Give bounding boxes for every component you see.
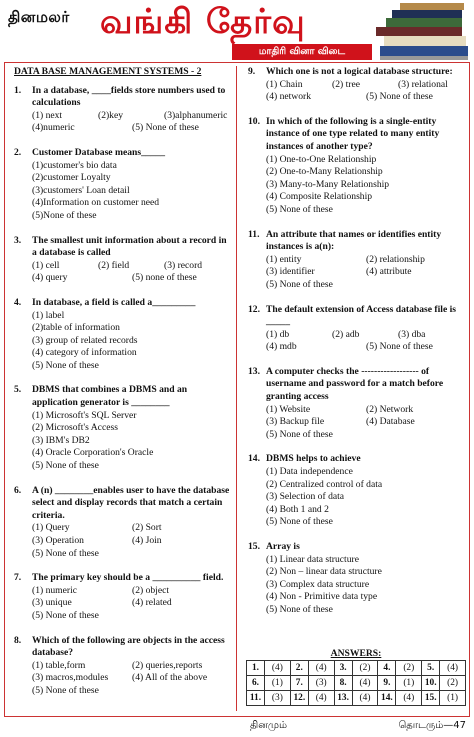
question-text: In which of the following is a single-entity instance of one type related to many entity instances of another type?: [266, 115, 440, 152]
option: (5) None of these: [366, 341, 433, 353]
option-line: [266, 554, 466, 567]
option-line: [32, 672, 232, 685]
question-text: In a database, ____fields store numbers used to calculations: [32, 84, 226, 109]
question-number: 10.: [248, 115, 260, 127]
option: (3) unique: [32, 597, 72, 609]
option-line: [32, 685, 232, 698]
left-questions: [14, 85, 232, 698]
option-line: [32, 172, 232, 185]
question-row: [14, 235, 232, 260]
question-text: The default extension of Access database file is _____: [266, 303, 457, 328]
question-text: Which one is not a logical database structure:: [266, 66, 453, 77]
question-text: The smallest unit information about a record in a database is called: [32, 234, 227, 259]
option-line: [266, 516, 466, 529]
answer-number: 10.: [422, 676, 440, 691]
option: (2) object: [132, 584, 170, 596]
question-text: DBMS helps to achieve: [266, 453, 361, 465]
option-line: [32, 310, 232, 323]
section-title: DATA BASE MANAGEMENT SYSTEMS - 2: [14, 66, 202, 77]
option-line: [32, 585, 232, 598]
option-line: [266, 329, 466, 342]
question-number: 7.: [14, 572, 22, 584]
option: (2)key: [98, 109, 124, 121]
option-line: [32, 535, 232, 548]
question-row: [248, 304, 466, 329]
option: (2) field: [98, 259, 130, 271]
option: (2) Non – linear data structure: [266, 566, 382, 578]
question-row: [248, 541, 466, 554]
answers-table: [246, 660, 466, 706]
options: [32, 260, 232, 285]
option: (3) IBM's DB2: [32, 434, 90, 446]
option-line: [32, 210, 232, 223]
option: (4) Join: [132, 535, 162, 546]
question-row: [248, 66, 466, 79]
option-line: [32, 260, 232, 273]
option: (1) cell: [32, 259, 60, 271]
option: (3)customers' Loan detail: [32, 184, 130, 196]
question-row: [248, 453, 466, 466]
options: [32, 660, 232, 698]
options: [32, 522, 232, 560]
question-row: [14, 85, 232, 110]
option: (5) None of these: [266, 203, 333, 215]
option: (5) none of these: [132, 272, 197, 284]
question-text: DBMS that combines a DBMS and an application generator is ________: [32, 384, 188, 409]
option-line: [32, 335, 232, 348]
option-line: [266, 504, 466, 517]
answer-number: 14.: [378, 691, 396, 706]
option-line: [266, 579, 466, 592]
answer-value: (2): [352, 661, 378, 676]
question-10: [248, 116, 466, 217]
option: (2) queries,reports: [132, 659, 203, 671]
option-line: [266, 404, 466, 417]
option: (4) Composite Relationship: [266, 191, 373, 203]
option: (1) entity: [266, 253, 302, 265]
option-line: [266, 466, 466, 479]
question-row: [14, 147, 232, 160]
option-line: [266, 479, 466, 492]
option: (3) macros,modules: [32, 672, 109, 684]
options: [266, 329, 466, 354]
option-line: [32, 410, 232, 423]
option: (5) None of these: [266, 516, 333, 528]
option: (3) record: [164, 259, 203, 271]
option-line: [266, 279, 466, 292]
question-text: A computer checks the ------------------ of username and password for a match before granting access: [266, 365, 444, 403]
option: (4) mdb: [266, 341, 297, 353]
question-number: 13.: [248, 365, 260, 377]
option: (5) None of these: [266, 278, 333, 290]
answers-box: [246, 648, 466, 706]
question-row: [14, 485, 232, 523]
option: (1) Chain: [266, 78, 303, 90]
answer-value: (3): [265, 691, 291, 706]
option: (4) Oracle Corporation's Oracle: [32, 447, 154, 459]
answer-number: 4.: [378, 661, 396, 676]
option: (1) Microsoft's SQL Server: [32, 409, 137, 421]
question-number: 14.: [248, 453, 260, 465]
question-text: The primary key should be a __________ field.: [32, 572, 224, 584]
question-number: 9.: [248, 66, 256, 77]
option-line: [266, 566, 466, 579]
question-4: [14, 297, 232, 373]
question-text: Array is: [266, 541, 300, 552]
option: (2) tree: [332, 78, 360, 90]
question-15: [248, 541, 466, 617]
question-text: A (n) ________enables user to have the database select and display records that match a certain criteria.: [32, 484, 230, 521]
footer: [250, 720, 466, 732]
question-1: [14, 85, 232, 135]
option-line: [266, 591, 466, 604]
question-number: 8.: [14, 634, 22, 646]
option: (1) numeric: [32, 584, 78, 596]
answer-value: (4): [396, 691, 422, 706]
option-line: [32, 197, 232, 210]
answer-value: (4): [265, 661, 291, 676]
option: (1) Data independence: [266, 466, 353, 478]
header-subtitle: மாதிரி வினா விடை: [232, 44, 372, 60]
option: (4) Database: [366, 416, 415, 428]
option: (2) One-to-Many Relationship: [266, 166, 383, 178]
answer-number: 12.: [290, 691, 308, 706]
option: (3) group of related records: [32, 334, 138, 346]
option: (5) None of these: [266, 603, 333, 615]
question-13: [248, 366, 466, 442]
option: (2) Microsoft's Access: [32, 422, 118, 434]
question-number: 3.: [14, 234, 22, 246]
options: [32, 110, 232, 135]
option: (2) adb: [332, 328, 360, 340]
option: (5) None of these: [32, 359, 99, 371]
question-row: [14, 572, 232, 585]
option-line: [32, 122, 232, 135]
question-8: [14, 635, 232, 698]
answer-value: (4): [308, 661, 334, 676]
option: (5) None of these: [366, 91, 433, 103]
option: (4)numeric: [32, 122, 75, 134]
footer-page: தொடரும்—47: [398, 720, 466, 731]
answer-number: 13.: [334, 691, 352, 706]
option-line: [32, 160, 232, 173]
question-text: Customer Database means_____: [32, 146, 166, 158]
question-number: 2.: [14, 146, 22, 158]
question-6: [14, 485, 232, 561]
left-column: [14, 66, 232, 710]
answer-number: 9.: [378, 676, 396, 691]
option-line: [32, 522, 232, 535]
answer-value: (1): [396, 676, 422, 691]
option-line: [266, 154, 466, 167]
option: (4) All of the above: [132, 672, 208, 684]
option: (1) table,form: [32, 659, 86, 671]
answers-row: [247, 676, 466, 691]
answers-title: ANSWERS:: [330, 648, 382, 659]
header: [4, 2, 470, 62]
option-line: [266, 191, 466, 204]
question-number: 1.: [14, 84, 22, 96]
option: (4) Both 1 and 2: [266, 503, 329, 515]
option-line: [266, 491, 466, 504]
answer-number: 2.: [290, 661, 308, 676]
option: (1) Linear data structure: [266, 553, 359, 565]
options: [266, 154, 466, 217]
option: (1) label: [32, 309, 65, 321]
question-number: 15.: [248, 541, 260, 552]
option: (1) next: [32, 109, 63, 121]
option-line: [32, 435, 232, 448]
options: [32, 585, 232, 623]
option-line: [32, 447, 232, 460]
answer-value: (2): [396, 661, 422, 676]
answer-value: (4): [440, 661, 466, 676]
question-number: 6.: [14, 484, 22, 496]
option: (2)table of information: [32, 322, 120, 334]
question-row: [14, 384, 232, 409]
option: (4)Information on customer need: [32, 197, 160, 209]
options: [266, 404, 466, 442]
question-row: [14, 635, 232, 660]
option-line: [32, 610, 232, 623]
option: (3) Complex data structure: [266, 578, 370, 590]
option: (1) Website: [266, 403, 311, 415]
answer-number: 8.: [334, 676, 352, 691]
options: [266, 554, 466, 617]
option-line: [266, 429, 466, 442]
header-title: வங்கி தேர்வு: [100, 2, 306, 42]
answer-value: (2): [440, 676, 466, 691]
answer-number: 6.: [247, 676, 265, 691]
option-line: [32, 110, 232, 123]
option-line: [266, 416, 466, 429]
option-line: [32, 597, 232, 610]
option: (1) db: [266, 328, 290, 340]
option-line: [32, 347, 232, 360]
option: (2) Sort: [132, 522, 162, 534]
options: [266, 466, 466, 529]
option: (3) dba: [398, 328, 426, 340]
option-line: [266, 254, 466, 267]
right-column: [248, 66, 466, 629]
answer-number: 15.: [422, 691, 440, 706]
option-line: [32, 422, 232, 435]
option-line: [266, 91, 466, 104]
option: (1)customer's bio data: [32, 159, 117, 171]
question-5: [14, 384, 232, 472]
options: [266, 254, 466, 292]
option: (2) Network: [366, 403, 414, 415]
question-row: [248, 229, 466, 254]
answer-value: (1): [265, 676, 291, 691]
books-stack-icon: [372, 2, 470, 62]
option-line: [32, 185, 232, 198]
answer-value: (3): [308, 676, 334, 691]
option: (4) Non - Primitive data type: [266, 591, 378, 603]
option: (5) None of these: [32, 684, 99, 696]
question-text: An attribute that names or identifies entity instances is a(n):: [266, 228, 442, 253]
options: [32, 410, 232, 473]
option: (5) None of these: [266, 428, 333, 440]
question-12: [248, 304, 466, 354]
option: (3) Selection of data: [266, 491, 345, 503]
option: (5) None of these: [32, 609, 99, 621]
option: (3)alphanumeric: [164, 109, 228, 121]
option-line: [266, 166, 466, 179]
option: (3) relational: [398, 78, 448, 90]
option: (1) One-to-One Relationship: [266, 153, 377, 165]
answer-number: 5.: [422, 661, 440, 676]
option: (4) query: [32, 272, 68, 284]
newspaper-logo: [8, 8, 70, 28]
question-number: 11.: [248, 228, 260, 240]
question-number: 4.: [14, 296, 22, 308]
option-line: [266, 341, 466, 354]
option-line: [32, 272, 232, 285]
option: (2)customer Loyalty: [32, 172, 111, 184]
question-number: 5.: [14, 384, 22, 396]
question-number: 12.: [248, 303, 260, 315]
footer-left: தினமும்: [250, 720, 288, 731]
option: (3) identifier: [266, 266, 315, 278]
option: (3) Operation: [32, 535, 84, 546]
answer-number: 7.: [290, 676, 308, 691]
option-line: [32, 548, 232, 561]
answers-row: [247, 661, 466, 676]
option: (5) None of these: [32, 460, 99, 472]
answer-number: 3.: [334, 661, 352, 676]
option-line: [32, 660, 232, 673]
option-line: [32, 360, 232, 373]
option: (4) attribute: [366, 266, 412, 278]
question-7: [14, 572, 232, 622]
option-line: [266, 79, 466, 92]
question-text: Which of the following are objects in the access database?: [32, 634, 225, 659]
option: (4) network: [266, 91, 312, 103]
answer-value: (4): [352, 691, 378, 706]
option-line: [266, 204, 466, 217]
question-row: [248, 366, 466, 404]
right-questions: [248, 66, 466, 617]
column-divider: [236, 66, 237, 711]
answers-row: [247, 691, 466, 706]
option: (5) None of these: [132, 122, 199, 134]
option: (4) category of information: [32, 347, 137, 359]
option-line: [32, 322, 232, 335]
question-11: [248, 229, 466, 292]
answer-value: (4): [308, 691, 334, 706]
options: [32, 310, 232, 373]
question-3: [14, 235, 232, 285]
answer-number: 1.: [247, 661, 265, 676]
question-text: In database, a field is called a_________: [32, 296, 196, 308]
option: (4) related: [132, 597, 172, 609]
option: (5) None of these: [32, 547, 99, 559]
option: (1) Query: [32, 522, 70, 534]
question-2: [14, 147, 232, 223]
answer-number: 11.: [247, 691, 265, 706]
options: [266, 79, 466, 104]
option: (2) relationship: [366, 253, 425, 265]
options: [32, 160, 232, 223]
question-row: [14, 297, 232, 310]
question-row: [248, 116, 466, 154]
logo-text: தினமலர்: [8, 8, 70, 26]
option-line: [266, 266, 466, 279]
option: (3) Backup file: [266, 416, 325, 428]
question-9: [248, 66, 466, 104]
option-line: [266, 604, 466, 617]
option-line: [32, 460, 232, 473]
answer-value: (4): [352, 676, 378, 691]
answer-value: (1): [440, 691, 466, 706]
option-line: [266, 179, 466, 192]
option: (3) Many-to-Many Relationship: [266, 178, 390, 190]
option: (5)None of these: [32, 209, 97, 221]
question-14: [248, 453, 466, 529]
option: (2) Centralized control of data: [266, 478, 383, 490]
